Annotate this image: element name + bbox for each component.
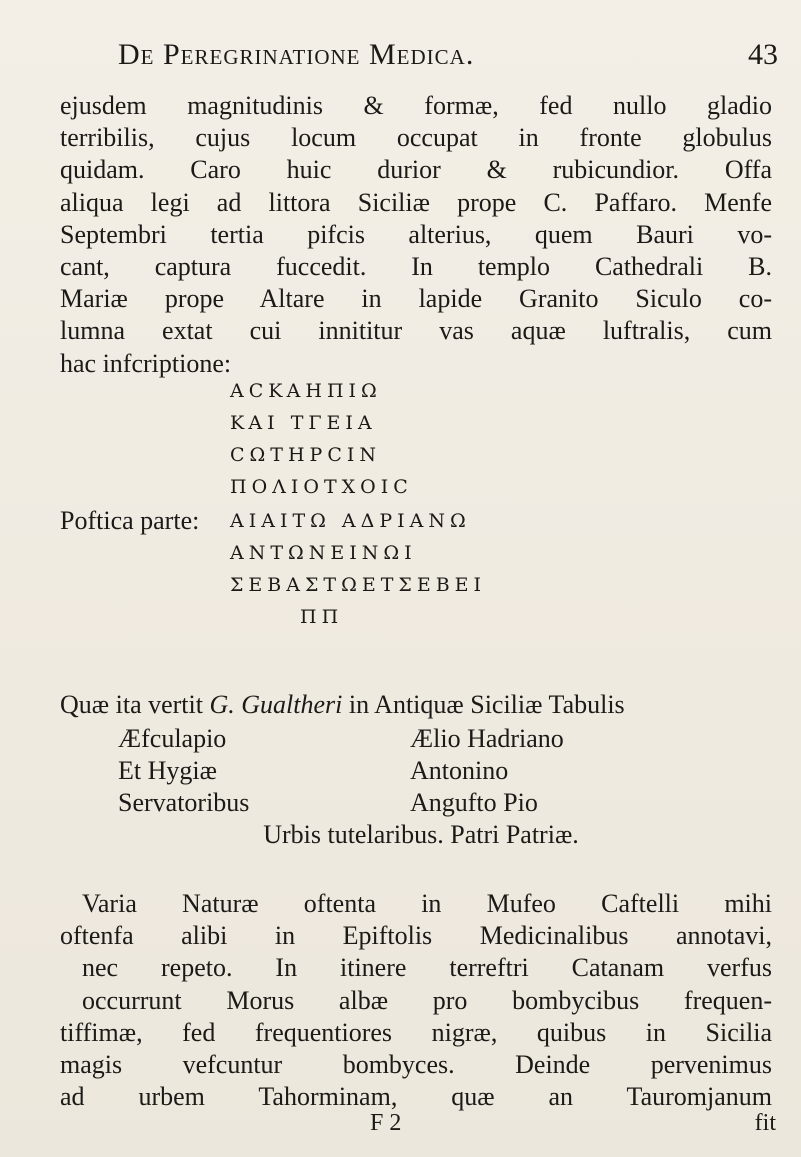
- page-header: [118, 38, 778, 78]
- inscription-line: ACKAHΠIΩ: [230, 380, 382, 402]
- intro-prefix: Quæ ita vertit: [60, 690, 210, 719]
- text-line: hac infcriptione:: [60, 348, 232, 378]
- text-line: occurrunt Morus albæ pro bombycibus frequen-: [82, 985, 772, 1015]
- paragraph-1: [60, 90, 782, 380]
- intro-author: G. Gualtheri: [209, 690, 343, 719]
- inscription-line: ANTΩNEINΩI: [230, 542, 417, 564]
- dedication-intro: [60, 690, 625, 720]
- inscription-label: Poftica parte:: [60, 506, 200, 535]
- text-line: quidam. Caro huic durior & rubicundior. Offa: [60, 155, 772, 185]
- text-line: terribilis, cujus locum occupat in fronte globulus: [60, 123, 772, 153]
- text-line: Septembri tertia pifcis alterius, quem Bauri vo-: [60, 219, 772, 249]
- text-line: aliqua legi ad littora Siciliæ prope C. Paffaro. Menfe: [60, 187, 772, 217]
- dedication-left: Servatoribus: [118, 788, 250, 817]
- dedication-closing: Urbis tutelaribus. Patri Patriæ.: [263, 820, 579, 849]
- page-footer: [60, 1110, 782, 1144]
- text-line: tiffimæ, fed frequentiores nigræ, quibus in Sicilia: [60, 1017, 772, 1047]
- text-line: Mariæ prope Altare in lapide Granito Siculo co-: [60, 284, 772, 314]
- inscription-line: ΠΠ: [300, 606, 344, 628]
- dedication-right: Antonino: [410, 756, 509, 785]
- dedication-right: Angufto Pio: [410, 788, 538, 817]
- paragraph-2: [60, 888, 782, 1113]
- text-line: lumna extat cui innititur vas aquæ luftralis, cum: [60, 316, 772, 346]
- signature-mark: F 2: [370, 1110, 402, 1136]
- text-line: ad urbem Tahorminam, quæ an Tauromjanum: [60, 1082, 772, 1112]
- page-number: 43: [748, 38, 778, 71]
- text-line: Varia Naturæ oftenta in Mufeo Caftelli mihi: [82, 889, 772, 918]
- inscription-line: ΠΟΛΙΟΤΧΟΙC: [230, 476, 413, 498]
- text-line: cant, captura fuccedit. In templo Cathedrali B.: [60, 252, 772, 282]
- dedication-left: Æfculapio: [118, 724, 227, 753]
- text-line: magis vefcuntur bombyces. Deinde pervenimus: [60, 1050, 772, 1080]
- dedication-right: Ælio Hadriano: [410, 724, 564, 753]
- inscription-line: CΩTHPCIN: [230, 444, 381, 466]
- catchword: fit: [754, 1110, 776, 1136]
- intro-suffix: in Antiquæ Siciliæ Tabulis: [342, 690, 625, 719]
- text-line: nec repeto. In itinere terreftri Catanam verfus: [82, 953, 772, 983]
- inscription-line: KAI ΤΓΕΙΑ: [230, 412, 377, 434]
- running-head: De Peregrinatione Medica.: [118, 38, 475, 71]
- inscription-line: ΣEBAΣTΩETΣEBEI: [230, 574, 487, 596]
- inscription-line: AIAIΤΩ AΔPIANΩ: [230, 510, 471, 532]
- text-line: ejusdem magnitudinis & formæ, fed nullo gladio: [60, 91, 772, 120]
- dedication-left: Et Hygiæ: [118, 756, 217, 785]
- text-line: oftenfa alibi in Epiftolis Medicinalibus annotavi,: [60, 921, 772, 951]
